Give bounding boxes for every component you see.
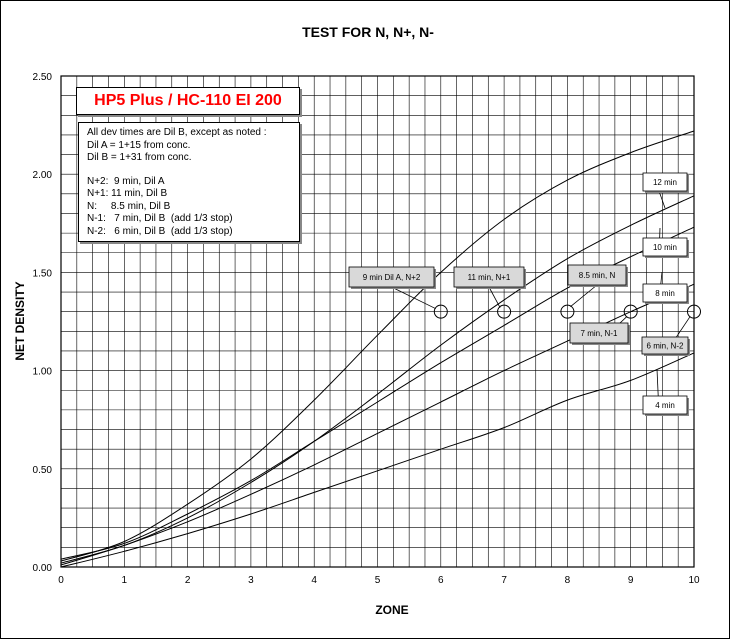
leader-line bbox=[570, 285, 597, 307]
leader-line bbox=[392, 287, 436, 309]
note-line: N: 8.5 min, Dil B bbox=[87, 200, 171, 212]
leader-line bbox=[489, 287, 500, 308]
series-callout-label: 4 min bbox=[655, 401, 675, 410]
y-tick-label: 2.50 bbox=[32, 72, 52, 83]
chart-title: TEST FOR N, N+, N- bbox=[302, 24, 434, 40]
y-tick-label: 1.50 bbox=[32, 268, 52, 280]
note-line: Dil B = 1+31 from conc. bbox=[87, 152, 192, 163]
note-line: N+2: 9 min, Dil A bbox=[87, 175, 165, 187]
series-callout-label: 12 min bbox=[652, 178, 678, 187]
x-tick-label: 6 bbox=[438, 575, 444, 586]
marker-callout-label: 7 min, N-1 bbox=[580, 329, 618, 338]
x-tick-label: 0 bbox=[58, 575, 64, 586]
x-tick-label: 5 bbox=[374, 575, 381, 586]
x-tick-label: 1 bbox=[121, 575, 128, 586]
notes-box bbox=[78, 122, 300, 242]
y-tick-label: 1.00 bbox=[32, 366, 52, 378]
x-tick-label: 10 bbox=[688, 575, 700, 586]
y-tick-label: 2.00 bbox=[32, 170, 52, 182]
note-line: N-1: 7 min, Dil B (add 1/3 stop) bbox=[87, 213, 233, 224]
x-tick-label: 9 bbox=[627, 575, 634, 586]
x-tick-label: 2 bbox=[184, 575, 191, 586]
headline-text: HP5 Plus / HC-110 EI 200 bbox=[94, 92, 282, 109]
x-tick-label: 3 bbox=[248, 575, 254, 586]
x-tick-label: 7 bbox=[501, 575, 507, 586]
note-line: N-2: 6 min, Dil B (add 1/3 stop) bbox=[87, 225, 233, 237]
note-line: All dev times are Dil B, except as noted : bbox=[87, 127, 267, 138]
marker-callout-label: 8.5 min, N bbox=[578, 271, 616, 280]
x-tick-label: 8 bbox=[564, 575, 571, 586]
x-axis-label: ZONE bbox=[375, 603, 409, 617]
marker-callout-label: 6 min, N-2 bbox=[646, 341, 684, 351]
y-axis-label: NET DENSITY bbox=[13, 281, 27, 361]
series-callout-label: 10 min bbox=[652, 243, 678, 252]
y-tick-label: 0.00 bbox=[32, 563, 52, 574]
series-callout-label: 8 min bbox=[655, 289, 675, 298]
callout-group bbox=[349, 173, 690, 416]
note-spacer bbox=[87, 165, 291, 176]
x-tick-label: 4 bbox=[311, 575, 317, 586]
y-tick-label: 0.50 bbox=[32, 464, 52, 476]
note-line: Dil A = 1+15 from conc. bbox=[87, 139, 191, 151]
note-line: N+1: 11 min, Dil B bbox=[87, 188, 168, 199]
marker-callout-label: 11 min, N+1 bbox=[467, 273, 511, 282]
marker-callout-label: 9 min Dil A, N+2 bbox=[362, 273, 421, 282]
headline-box bbox=[76, 87, 300, 115]
